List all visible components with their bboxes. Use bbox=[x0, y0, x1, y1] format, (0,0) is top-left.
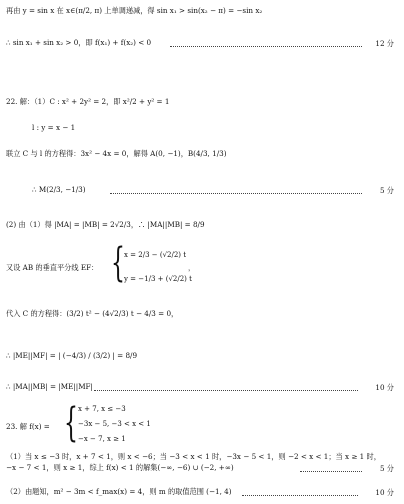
dot-leader bbox=[170, 46, 362, 47]
score-q21: 12 分 bbox=[375, 39, 394, 48]
dot-leader bbox=[94, 390, 358, 391]
score-q23-part1: 5 分 bbox=[379, 464, 394, 473]
q22-perp-x: x = 2/3 − (√2/2) t bbox=[124, 251, 187, 259]
q22-midpoint: ∴ M(2/3, −1/3) bbox=[32, 185, 86, 194]
q22-part2: (2) 由（1）得 |MA| = |MB| = 2√2/3，∴ |MA||MB| = 8/9 bbox=[6, 220, 205, 229]
score-q22-part1: 5 分 bbox=[379, 186, 394, 195]
system-brace: { bbox=[111, 240, 125, 286]
q23-prefix: 23. 解 f(x) = bbox=[6, 422, 50, 431]
q23-part1-a: （1）当 x ≤ −3 时，x + 7 < 1，则 x < −6；当 −3 < x < 1 时，−3x − 5 < 1，则 −2 < x < 1；当 x ≥ 1 时， bbox=[6, 452, 381, 461]
score-q23-part2: 10 分 bbox=[375, 488, 394, 497]
q23-part2: （2）由题知，m² − 3m < f_max(x) = 4，则 m 的取值范围 (−1, 4) bbox=[6, 487, 232, 496]
q23-part1-b: −x − 7 < 1，则 x ≥ 1，综上 f(x) < 1 的解集(−∞, −6) ∪ (−2, +∞) bbox=[6, 463, 234, 472]
conclusion-line: ∴ sin x₁ + sin x₂ > 0，即 f(x₁) + f(x₂) < 0 bbox=[6, 38, 152, 47]
dot-leader bbox=[300, 471, 362, 472]
q22-solve: 联立 C 与 l 的方程得：3x² − 4x = 0，解得 A(0, −1)，B(4/3, 1/3) bbox=[6, 149, 227, 158]
q22-perp-y: y = −1/3 + (√2/2) t bbox=[124, 275, 192, 283]
dot-leader bbox=[242, 495, 358, 496]
q23-case2: −3x − 5, −3 < x < 1 bbox=[78, 420, 151, 428]
q22-line-l: l : y = x − 1 bbox=[32, 123, 76, 132]
piecewise-brace: { bbox=[64, 400, 78, 446]
dot-leader bbox=[110, 193, 362, 194]
q22-final: ∴ |MA||MB| = |ME||MF| bbox=[6, 382, 93, 391]
q23-case3: −x − 7, x ≥ 1 bbox=[78, 435, 126, 443]
q22-substitution: 代入 C 的方程得：(3/2) t² − (4√2/3) t − 4/3 = 0， bbox=[6, 309, 179, 318]
q22-header: 22. 解：（1）C : x² + 2y² = 2，即 x²/2 + y² = 1 bbox=[6, 97, 170, 106]
q23-case1: x + 7, x ≤ −3 bbox=[78, 405, 126, 413]
q22-perp-prefix: 又设 AB 的垂直平分线 EF： bbox=[6, 263, 99, 272]
monotonic-line: 再由 y = sin x 在 x∈(π/2, π) 上单调递减，得 sin x₁ > sin(x₂ − π) = −sin x₂ bbox=[6, 6, 263, 15]
q22-me-mf: ∴ |ME||MF| = | (−4/3) / (3/2) | = 8/9 bbox=[6, 351, 138, 360]
q22-perp-suffix: ， bbox=[188, 264, 195, 272]
score-q22-part2: 10 分 bbox=[375, 383, 394, 392]
